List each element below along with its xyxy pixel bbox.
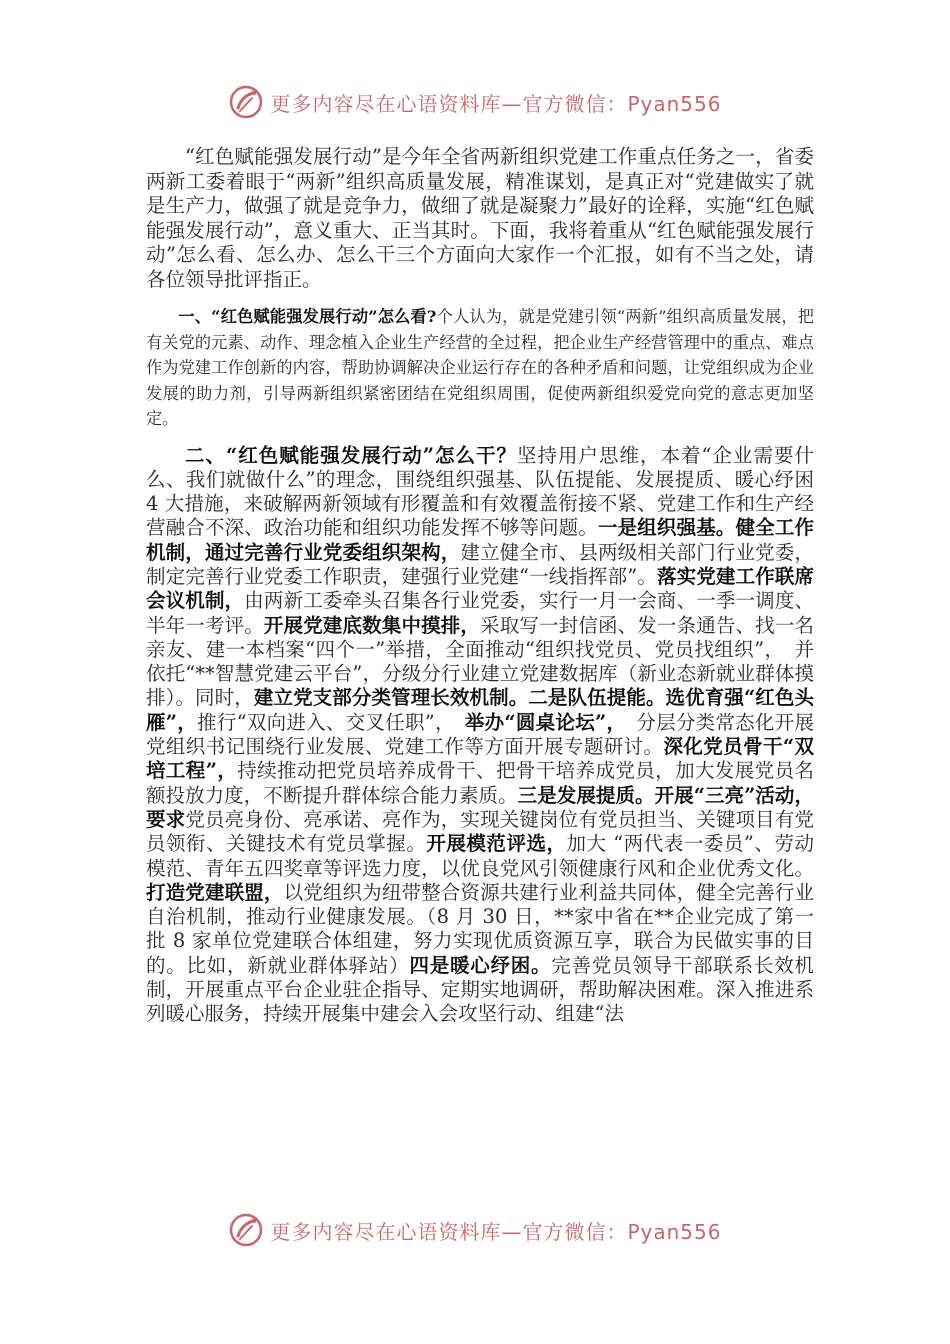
text-segment: 党员亮身份、亮承诺、亮作为，实现关键岗位有党员担当、关键项目有党员领衔、关键技术有党员掌握。 — [146, 807, 814, 856]
bold-segment: 落实党建工作联席会议机制， — [146, 564, 814, 613]
text-segment: 坚持用户思维，本着“企业需要什么、我们就做什么”的理念，围绕组织强基、队伍提能、发展提质、暖心纾困 4 大措施，来破解两新领域有形覆盖和有效覆盖衔接不紧、党建工作和生产经营融合不深、政治功能和组织功能发挥不够等问题。 — [146, 443, 814, 540]
text-segment: 采取写一封信函、发一条通告、找一名亲友、建一本档案“四个一”举措，全面推动“组织找党员、党员找组织”， 并依托“**智慧党建云平台”，分级分行业建立党建数据库（新业态新就业群体摸排）。同时， — [146, 613, 814, 710]
bold-segment: 一是组织强基。健全工作机制，通过完善行业党委组织架构， — [146, 516, 814, 564]
bold-segment: 建立党支部分类管理长效机制。二是队伍提能。选优育强“红色头雁”， — [146, 686, 814, 734]
section-one-heading: 一、“红色赋能强发展行动”怎么看? — [178, 307, 437, 326]
bold-segment: 开展党建底数集中摸排， — [263, 613, 481, 637]
document-body — [146, 145, 814, 1027]
text-segment: 持续推动把党员培养成骨干、把骨干培养成党员，加大发展党员名额投放力度，不断提升群体综合能力素质。 — [146, 759, 814, 807]
section-two-paragraph — [146, 444, 814, 1027]
bold-segment: 深化党员骨干“双培工程”， — [146, 735, 814, 783]
text-segment: 建立健全市、县两级相关部门行业党委，制定完善行业党委工作职责，建强行业党建“一线指挥部”。 — [146, 540, 814, 588]
footer-banner — [0, 1210, 950, 1250]
section-one-body: 个人认为，就是党建引领“两新”组织高质量发展，把有关党的元素、动作、理念植入企业生产经营的全过程，把企业生产经营管理中的重点、难点作为党建工作创新的内容，帮助协调解决企业运行存在的各种矛盾和问题，让党组织成为企业发展的助力剂，引导两新组织紧密团结在党组织周围，促使两新组织爱党向党的意志更加坚定。 — [146, 307, 814, 428]
bold-segment: 打造党建联盟， — [146, 880, 284, 904]
section-two-heading: 二、“红色赋能强发展行动”怎么干？ — [185, 443, 517, 467]
text-segment: 由两新工委牵头召集各行业党委，实行一月一会商、一季一调度、半年一考评。 — [146, 589, 814, 637]
text-segment: 加大 “两代表一委员”、劳动模范、青年五四奖章等评选力度，以优良党风引领健康行风和企业优秀文化。 — [146, 832, 814, 880]
logo-icon — [228, 1212, 264, 1248]
text-segment: 分层分类常态化开展党组织书记围绕行业发展、党建工作等方面开展专题研讨。 — [146, 710, 814, 759]
text-segment: 推行“双向进入、交叉任职”， — [197, 710, 465, 734]
bold-segment: 三是发展提质。开展“三亮”活动，要求 — [146, 783, 814, 831]
bold-segment: 开展模范评选， — [426, 832, 567, 856]
bold-segment: 四是暖心纾困。 — [409, 953, 552, 977]
intro-paragraph: “红色赋能强发展行动”是今年全省两新组织党建工作重点任务之一，省委两新工委着眼于“两新”组织高质量发展，精准谋划，是真正对“党建做实了就是生产力，做强了就是竞争力，做细了就是凝聚力”最好的诠释，实施“红色赋能强发展行动”，意义重大、正当其时。下面，我将着重从“红色赋能强发展行动”怎么看、怎么办、怎么干三个方面向大家作一个汇报，如有不当之处，请各位领导批评指正。 — [146, 145, 814, 291]
section-one-paragraph — [146, 304, 814, 432]
logo-icon — [228, 84, 264, 120]
header-banner — [0, 82, 950, 122]
text-segment: 以党组织为纽带整合资源共建行业利益共同体，健全完善行业自治机制，推动行业健康发展。（8 月 30 日，**家中省在**企业完成了第一批 8 家单位党建联合体组建，努力实现优质资源互享，联合为民做实事的目的。比如，新就业群体驿站） — [146, 880, 814, 977]
banner-text: 更多内容尽在心语资料库—官方微信：Pyan556 — [270, 91, 722, 116]
text-segment: 完善党员领导干部联系长效机制，开展重点平台企业驻企指导、定期实地调研，帮助解决困难。深入推进系列暖心服务，持续开展集中建会入会攻坚行动、组建“法 — [146, 953, 814, 1026]
banner-text: 更多内容尽在心语资料库—官方微信：Pyan556 — [270, 1219, 722, 1244]
bold-segment: 举办“圆桌论坛”， — [464, 710, 617, 734]
